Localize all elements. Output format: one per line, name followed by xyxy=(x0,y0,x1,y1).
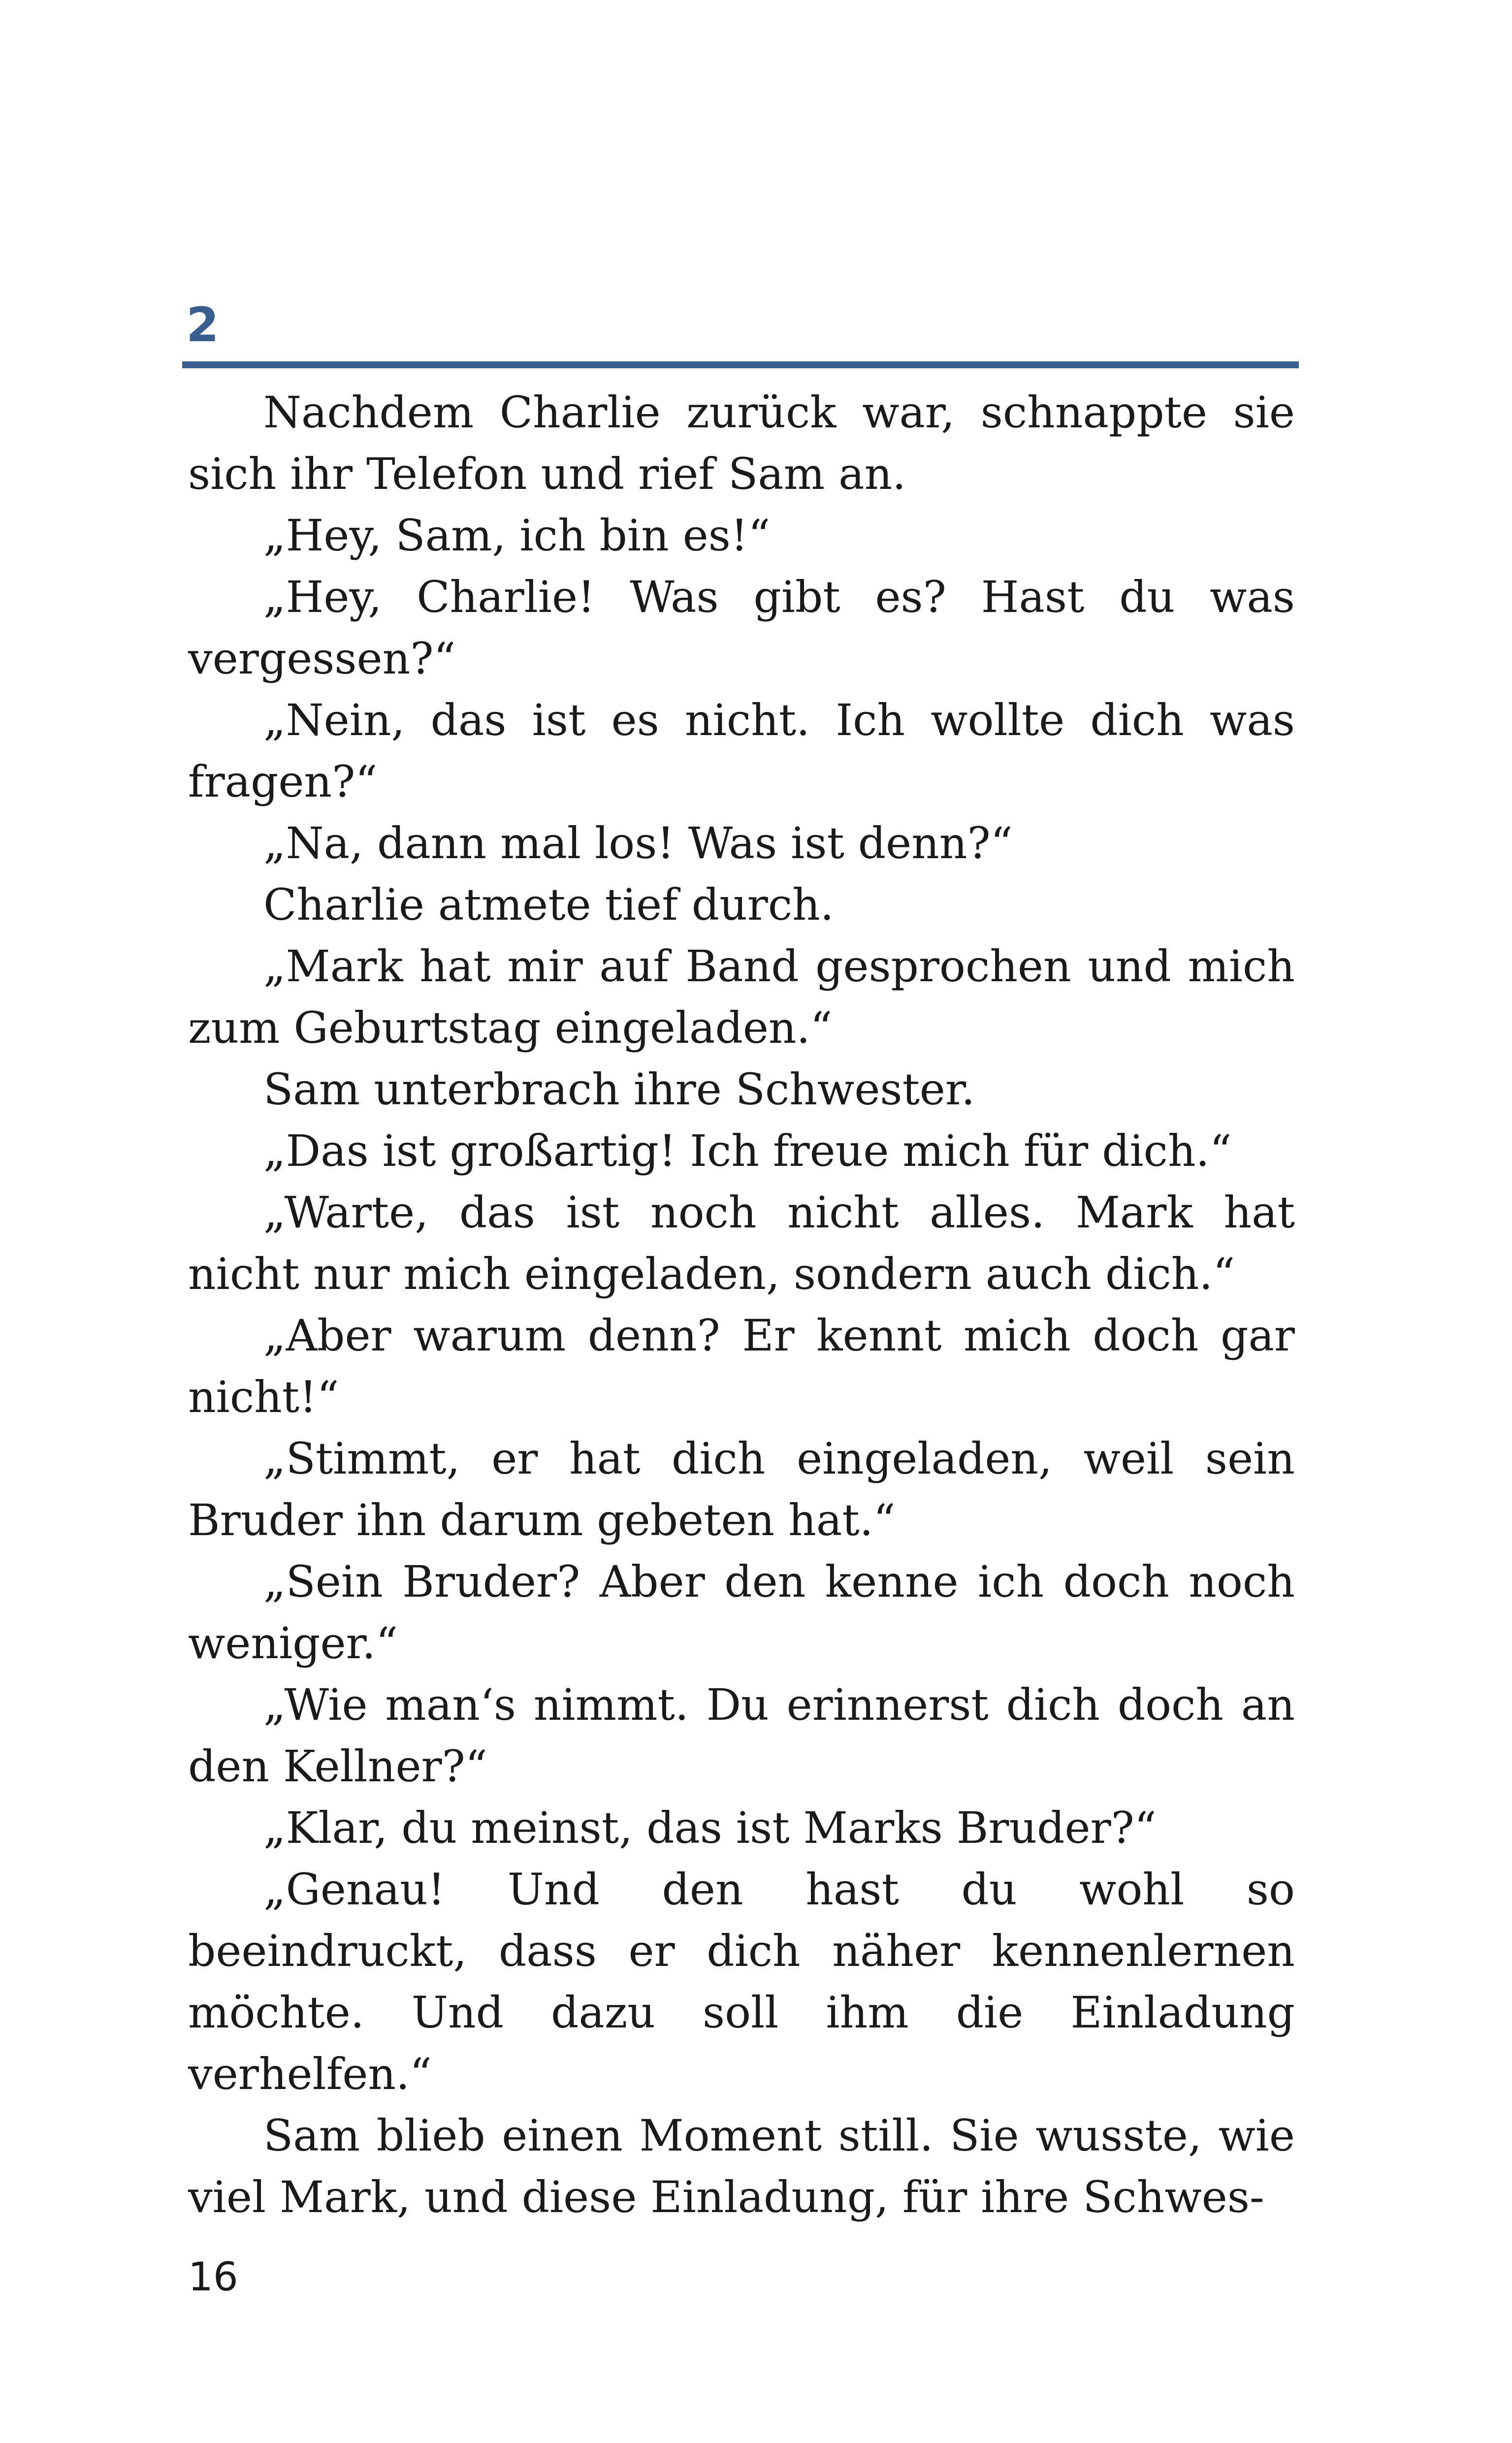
body-text xyxy=(188,382,1295,2228)
paragraph: „Mark hat mir auf Band gesprochen und mich zum Geburtstag eingeladen.“ xyxy=(188,941,1295,1053)
paragraph: „Hey, Charlie! Was gibt es? Hast du was vergessen?“ xyxy=(188,572,1295,684)
paragraph: Sam unterbrach ihre Schwester. xyxy=(263,1064,975,1115)
paragraph: „Stimmt, er hat dich eingeladen, weil sein Bruder ihn darum gebeten hat.“ xyxy=(188,1433,1295,1545)
paragraph: „Aber warum denn? Er kennt mich doch gar nicht!“ xyxy=(188,1310,1295,1422)
paragraph: Nachdem Charlie zurück war, schnappte sie sich ihr Telefon und rief Sam an. xyxy=(188,387,1295,499)
paragraph: „Klar, du meinst, das ist Marks Bruder?“ xyxy=(263,1802,1157,1853)
paragraph: Sam blieb einen Moment still. Sie wusste, wie viel Mark, und diese Einladung, für ihre Schwes- xyxy=(188,2110,1295,2222)
paragraph: Charlie atmete tief durch. xyxy=(263,879,834,930)
chapter-number: 2 xyxy=(186,297,219,353)
paragraph: „Sein Bruder? Aber den kenne ich doch noch weniger.“ xyxy=(188,1556,1295,1669)
paragraph: „Nein, das ist es nicht. Ich wollte dich was fragen?“ xyxy=(188,695,1295,807)
paragraph: „Das ist großartig! Ich freue mich für dich.“ xyxy=(263,1125,1232,1176)
chapter-divider xyxy=(182,361,1299,368)
paragraph: „Na, dann mal los! Was ist denn?“ xyxy=(263,818,1013,868)
paragraph: „Hey, Sam, ich bin es!“ xyxy=(263,510,771,561)
paragraph: „Wie man‘s nimmt. Du erinnerst dich doch an den Kellner?“ xyxy=(188,1679,1295,1792)
paragraph: „Genau! Und den hast du wohl so beeindruckt, dass er dich näher kennenlernen möchte. Und dazu soll ihm die Einladung verhelfen.“ xyxy=(188,1864,1295,2099)
paragraph: „Warte, das ist noch nicht alles. Mark hat nicht nur mich eingeladen, sondern auch dich.“ xyxy=(188,1187,1295,1299)
page-number: 16 xyxy=(188,2254,238,2300)
